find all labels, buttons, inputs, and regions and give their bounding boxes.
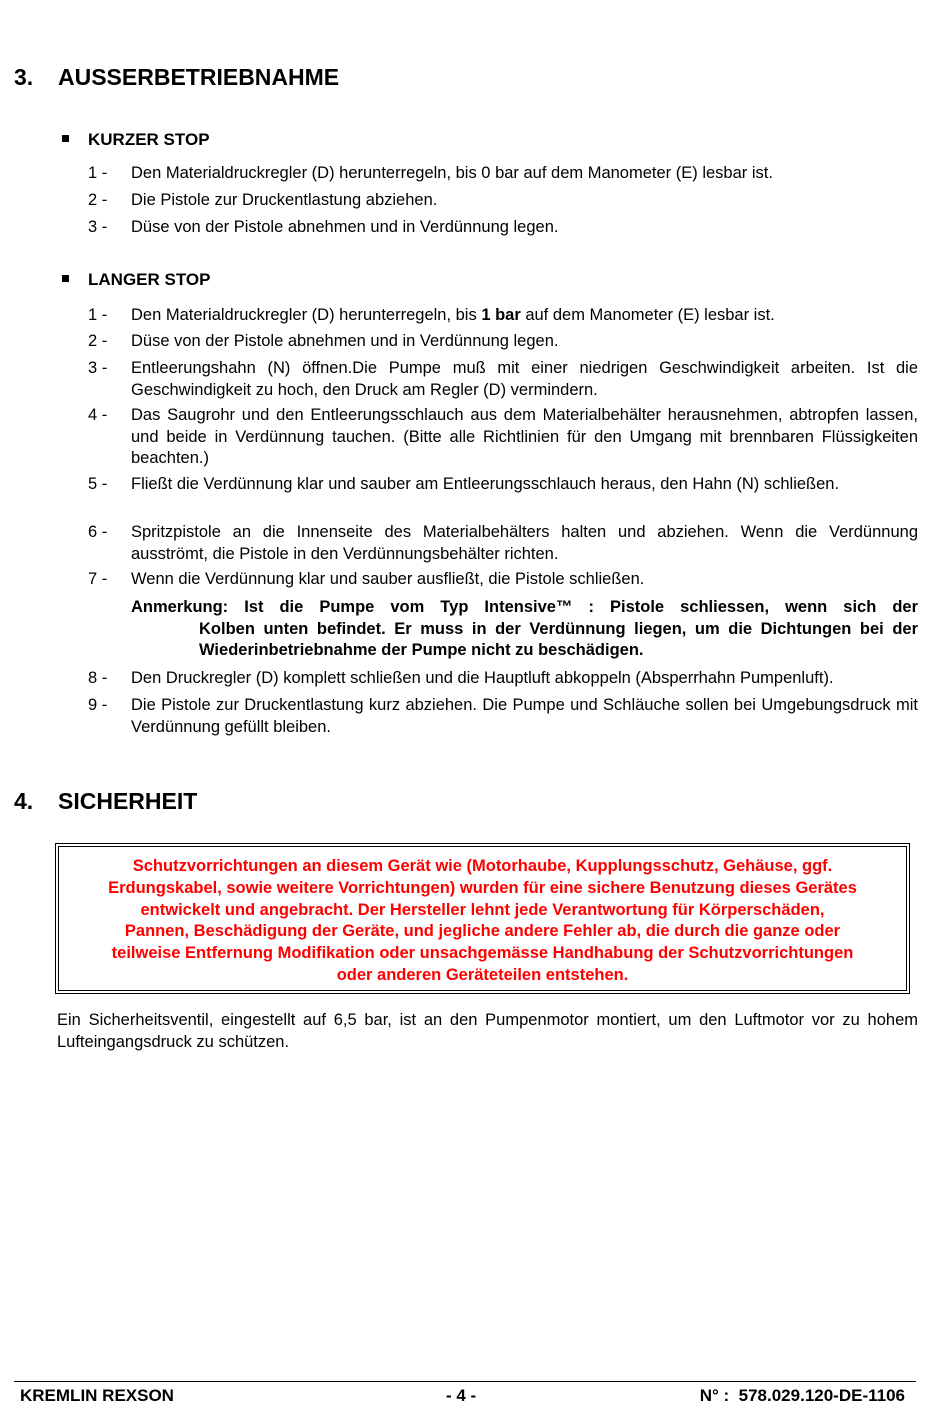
item-text: Düse von der Pistole abnehmen und in Verdünnung legen.: [131, 332, 559, 350]
list-item: [88, 474, 918, 496]
warning-line: oder anderen Geräteteilen entstehen.: [336, 965, 629, 984]
subheading-long-stop: [62, 270, 210, 290]
footer-page-number: - 4 -: [446, 1386, 477, 1405]
square-bullet-icon: [62, 135, 69, 142]
warning-text: [58, 846, 907, 991]
item-text: Die Pistole zur Druckentlastung kurz abziehen. Die Pumpe und Schläuche sollen bei Umgebungsdruck mit Verdünnung gefüllt bleiben.: [131, 696, 918, 736]
footer-divider: [14, 1381, 916, 1382]
note: [131, 597, 918, 662]
item-number: 2 -: [88, 191, 108, 209]
section-number: 3.: [14, 64, 34, 90]
item-number: 1 -: [88, 306, 108, 324]
item-number: 1 -: [88, 164, 108, 182]
item-text-part: Den Materialdruckregler (D) herunterregeln, bis: [131, 306, 482, 324]
item-text: Spritzpistole an die Innenseite des Materialbehälters halten und abziehen. Wenn die Verdünnung ausströmt, die Pistole in den Verdünnungsbehälter richten.: [131, 523, 918, 563]
note-first-line: Anmerkung: Ist die Pumpe vom Typ Intensive™ : Pistole schliessen, wenn sich der: [131, 598, 918, 616]
safety-paragraph: Ein Sicherheitsventil, eingestellt auf 6,5 bar, ist an den Pumpenmotor montiert, um den Luftmotor vor zu hohem Lufteingangsdruck zu schützen.: [57, 1011, 918, 1051]
list-item: [88, 522, 918, 565]
item-number: 2 -: [88, 332, 108, 350]
item-number: 8 -: [88, 669, 108, 687]
item-text: [131, 305, 918, 327]
warning-box: [55, 843, 910, 994]
note-continuation: Kolben unten befindet. Er muss in der Verdünnung liegen, um die Dichtungen bei der Wiederinbetriebnahme der Pumpe nicht zu beschädigen.: [199, 619, 918, 659]
footer-document-number: N° : 578.029.120-DE-1106: [699, 1386, 905, 1405]
item-text: Düse von der Pistole abnehmen und in Verdünnung legen.: [131, 218, 559, 236]
item-text-bold: 1 bar: [481, 306, 521, 324]
item-number: 4 -: [88, 406, 108, 424]
warning-line: entwickelt und angebracht. Der Hersteller lehnt jede Verantwortung für Körperschäden,: [140, 900, 825, 919]
item-number: 7 -: [88, 570, 108, 588]
list-item: [88, 358, 918, 401]
square-bullet-icon: [62, 275, 69, 282]
section-title: AUSSERBETRIEBNAHME: [58, 64, 340, 90]
list-item: [88, 405, 918, 470]
item-text: Den Druckregler (D) komplett schließen und die Hauptluft abkoppeln (Absperrhahn Pumpenluft).: [131, 669, 834, 687]
subheading-label: LANGER STOP: [88, 270, 211, 289]
section-title: SICHERHEIT: [58, 788, 198, 814]
list-item: [88, 217, 918, 239]
section-3-heading: [14, 64, 339, 91]
list-item: [88, 305, 918, 327]
item-text: Fließt die Verdünnung klar und sauber am Entleerungsschlauch heraus, den Hahn (N) schließen.: [131, 475, 840, 493]
item-number: 6 -: [88, 523, 108, 541]
warning-line: Schutzvorrichtungen an diesem Gerät wie (Motorhaube, Kupplungsschutz, Gehäuse, ggf.: [132, 857, 833, 875]
list-item: [88, 190, 918, 212]
item-text: Den Materialdruckregler (D) herunterregeln, bis 0 bar auf dem Manometer (E) lesbar ist.: [131, 164, 773, 182]
subheading-short-stop: [62, 130, 210, 150]
warning-line: Erdungskabel, sowie weitere Vorrichtungen) wurden für eine sichere Benutzung dieses Gerätes: [108, 878, 857, 897]
warning-line: teilweise Entfernung Modifikation oder unsachgemässe Handhabung der Schutzvorrichtungen: [111, 944, 854, 963]
section-4-heading: [14, 788, 197, 815]
subheading-label: KURZER STOP: [88, 130, 210, 149]
list-item: [88, 569, 918, 591]
list-item: [88, 668, 918, 690]
footer-company: KREMLIN REXSON: [20, 1386, 174, 1405]
warning-line: Pannen, Beschädigung der Geräte, und jegliche andere Fehler ab, die durch die ganze oder: [124, 922, 841, 941]
section-number: 4.: [14, 788, 34, 814]
item-number: 3 -: [88, 218, 108, 236]
item-number: 9 -: [88, 696, 108, 714]
item-number: 5 -: [88, 475, 108, 493]
list-item: [88, 695, 918, 738]
item-text: Das Saugrohr und den Entleerungsschlauch aus dem Materialbehälter herausnehmen, abtropfen lassen, und beide in Verdünnung tauchen. (Bitte alle Richtlinien für den Umgang mit brennbaren Flüssigkeiten beachten.): [131, 406, 918, 467]
list-item: [88, 331, 918, 353]
list-item: [88, 163, 918, 185]
item-text: Wenn die Verdünnung klar und sauber ausfließt, die Pistole schließen.: [131, 570, 645, 588]
item-text: Die Pistole zur Druckentlastung abziehen.: [131, 191, 438, 209]
item-number: 3 -: [88, 359, 108, 377]
item-text: Entleerungshahn (N) öffnen.Die Pumpe muß mit einer niedrigen Geschwindigkeit arbeiten. Ist die Geschwindigkeit zu hoch, den Druck am Regler (D) vermindern.: [131, 359, 918, 399]
item-text-part: auf dem Manometer (E) lesbar ist.: [520, 306, 775, 324]
